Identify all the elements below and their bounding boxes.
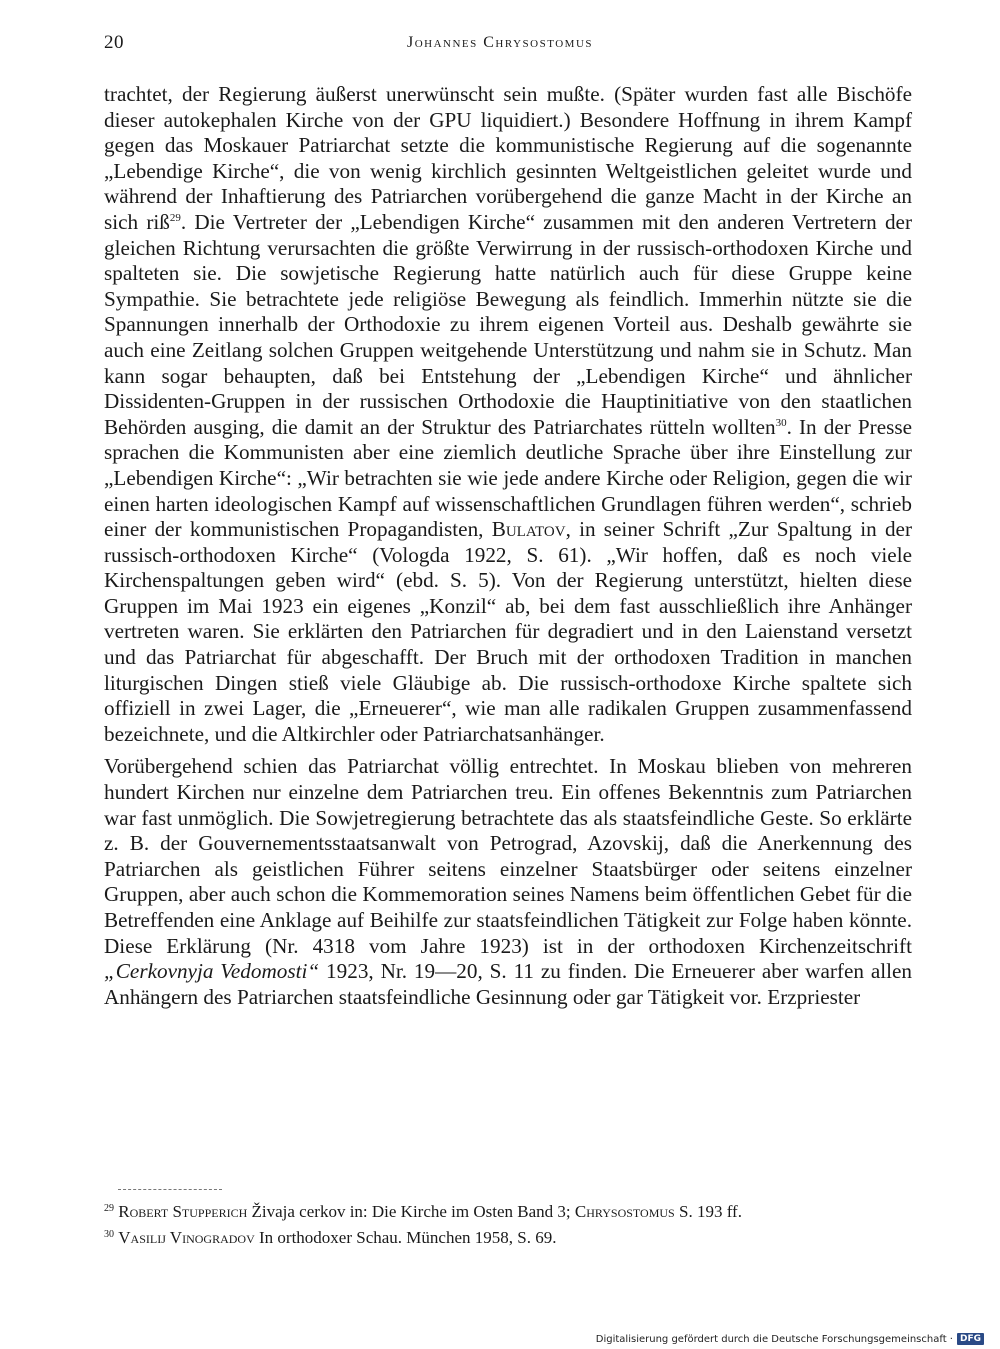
- paragraph-1-part-b: . Die Vertreter der „Lebendigen Kirche“ zusammen mit den anderen Vertretern der gleichen Richtung verursachten die größte Verwirrung in der russisch-orthodoxen Kirche und spalteten sie. Die sowjetische Regierung hatte natürlich auch für diese Gruppe keine Sympathie. Sie betrachtete jede religiöse Bewegung als feindlich. Immerhin nützte sie die Spannungen innerhalb der Orthodoxie zu ihrem eigenen Vorteil aus. Deshalb gewährte sie auch eine Zeitlang solchen Gruppen weitgehende Unterstützung und nahm sie in Schutz. Man kann sogar behaupten, daß bei Entstehung der „Lebendigen Kirche“ und ähnlicher Dissidenten-Gruppen in der russischen Orthodoxie die Hauptinitiative von den staatlichen Behörden ausging, die damit an der Struktur des Patriarchates rütteln wollten: [104, 209, 913, 439]
- footnote-rule: [118, 1189, 222, 1190]
- body-text: [104, 82, 912, 1010]
- footnote-ref-30: 30: [775, 416, 787, 429]
- footnote-text: Živaja cerkov in: Die Kirche im Osten Band 3;: [247, 1202, 575, 1221]
- paragraph-1: [104, 82, 912, 747]
- journal-title: „Cerkovnyja Vedomosti“: [104, 959, 320, 984]
- footnote-text: In orthodoxer Schau. München 1958, S. 69.: [254, 1228, 557, 1247]
- footnotes: [104, 1202, 912, 1248]
- paragraph-1-part-c: . In der Presse sprachen die Kommunisten aber eine ziemlich deutliche Sprache über ihre Einstellung zur „Lebendigen Kirche“: „Wir betrachten sie wie jede andere Kirche oder Religion, gegen die wir einen harten ideologischen Kampf auf wissenschaftlichen Grundlagen führen werden“, schrieb einer der kommunistischen Propagandisten,: [104, 414, 913, 542]
- paragraph-1-part-d: , in seiner Schrift „Zur Spaltung in der russisch-orthodoxen Kirche“ (Vologda 1922, S. 61). „Wir hoffen, daß es noch viele Kirchenspaltungen geben wird“ (ebd. S. 5). Von der Regierung unterstützt, hielten diese Gruppen im Mai 1923 ein eigenes „Konzil“ ab, bei dem fast ausschließlich ihre Anhänger vertreten waren. Sie erklärten den Patriarchen für degradiert und in den Laienstand versetzt und das Patriarchat für abgeschafft. Der Bruch mit der orthodoxen Tradition in manchen liturgischen Dingen stieß viele Gläubige ab. Die russisch-orthodoxe Kirche spaltete sich offiziell in zwei Lager, die „Erneuerer“, wie man alle radikalen Gruppen zusammenfassend bezeichnete, und die Altkirchler oder Patriarchatsanhänger.: [104, 517, 913, 746]
- paragraph-2: [104, 754, 912, 1010]
- digitization-credit: [596, 1333, 984, 1345]
- footnote-number: 29: [104, 1203, 114, 1214]
- footnote-ref-29: 29: [169, 211, 181, 224]
- footnote-author: Chrysostomus: [574, 1202, 675, 1221]
- paragraph-2-part-b: 1923, Nr. 19—20, S. 11 zu finden. Die Erneuerer aber warfen allen Anhängern des Patriarchen staatsfeindliche Gesinnung oder gar Tätigkeit vor. Erzpriester: [104, 959, 912, 1009]
- paragraph-2-part-a: Vorübergehend schien das Patriarchat völlig entrechtet. In Moskau blieben von mehreren hundert Kirchen nur einzelne dem Patriarchen treu. Ein offenes Bekenntnis zum Patriarchen war fast unmöglich. Die Sowjetregierung betrachtete das als staatsfeindliche Geste. So erklärte z. B. der Gouvernementsstaatsanwalt von Petrograd, Azovskij, daß die Anerkennung des Patriarchen als geistlichen Führer seitens einzelner Staatsbürger oder seitens einzelner Gruppen, aber auch schon die Kommemoration seines Namens beim öffentlichen Gebet für die Betreffenden eine Anklage auf Beihilfe zur staatsfeindlichen Tätigkeit zur Folge haben könnte. Diese Erklärung (Nr. 4318 vom Jahre 1923) ist in der orthodoxen Kirchenzeitschrift: [104, 754, 912, 958]
- footnote-29: [104, 1202, 912, 1222]
- author-name-bulatov: Bulatov: [491, 517, 566, 542]
- footnote-author: Vasilij Vinogradov: [118, 1228, 255, 1247]
- dfg-logo-icon: DFG: [957, 1333, 984, 1345]
- footnote-number: 30: [104, 1229, 114, 1240]
- footnote-author: Robert Stupperich: [118, 1202, 248, 1221]
- running-head: Johannes Chrysostomus: [406, 34, 594, 51]
- page-number: 20: [104, 32, 124, 53]
- credit-text: Digitalisierung gefördert durch die Deutsche Forschungsgemeinschaft ·: [595, 1333, 953, 1345]
- footnote-text: S. 193 ff.: [674, 1202, 742, 1221]
- footnote-30: [104, 1228, 912, 1248]
- paragraph-1-part-a: trachtet, der Regierung äußerst unerwünscht sein mußte. (Später wurden fast alle Bischöfe dieser autokephalen Kirche von der GPU liquidiert.) Besondere Hoffnung in ihrem Kampf gegen das Moskauer Patriarchat setzte die kommunistische Regierung auf die sogenannte „Lebendige Kirche“, die von wenig kirchlich gesinnten Weltgeistlichen geleitet wurde und während der Inhaftierung des Patriarchen vorübergehend die ganze Macht in der Kirche an sich riß: [104, 82, 912, 234]
